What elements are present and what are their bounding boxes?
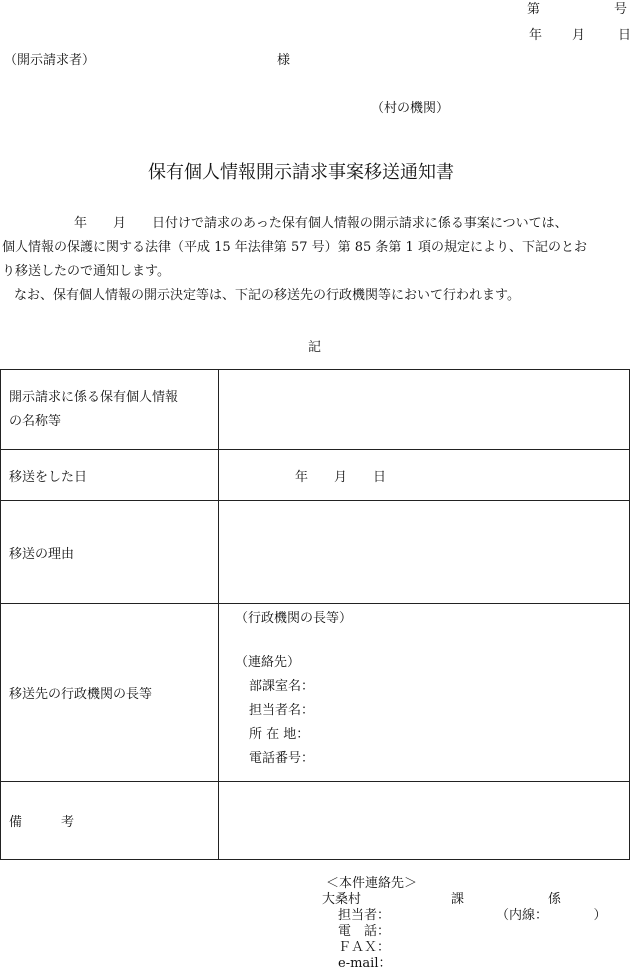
- contact-extension: （内線： ）: [496, 908, 607, 923]
- document-number-label: 第: [527, 2, 541, 17]
- issue-date-month: 月: [572, 28, 586, 43]
- table-row: [1, 370, 630, 450]
- destination-contact: （連絡先）: [235, 655, 301, 670]
- table-row: [1, 450, 630, 501]
- transfer-date-label: 移送をした日: [1, 450, 219, 501]
- contact-person: 担当者：: [338, 908, 391, 923]
- body-line: なお、保有個人情報の開示決定等は、下記の移送先の行政機関等において行われます。: [14, 288, 520, 303]
- transfer-details-table: [0, 369, 630, 860]
- destination-value: [219, 604, 630, 782]
- destination-dept: 部課室名：: [249, 679, 315, 694]
- requester-label: （開示請求者）: [4, 53, 96, 68]
- destination-head: （行政機関の長等）: [235, 611, 353, 626]
- contact-village: 大桑村: [322, 892, 362, 907]
- issue-date-year: 年: [529, 28, 543, 43]
- table-row: [1, 604, 630, 782]
- destination-person: 担当者名：: [249, 703, 315, 718]
- body-line: 個人情報の保護に関する法律（平成 15 年法律第 57 号）第 85 条第 1 項の規定により、下記のとお: [2, 240, 587, 255]
- info-name-value: [219, 370, 630, 450]
- contact-heading: ＜本件連絡先＞: [326, 876, 418, 891]
- transfer-reason-value: [219, 501, 630, 604]
- document-number-suffix: 号: [614, 2, 628, 17]
- table-row: [1, 501, 630, 604]
- remarks-value: [219, 782, 630, 860]
- document-title: 保有個人情報開示請求事案移送通知書: [148, 162, 454, 183]
- issue-date-day: 日: [618, 28, 631, 43]
- contact-fax: ＦＡＸ：: [338, 940, 391, 955]
- contact-email: e-mail：: [338, 956, 392, 971]
- body-text: [2, 212, 628, 308]
- destination-label: 移送先の行政機関の長等: [1, 604, 219, 782]
- transfer-reason-label: 移送の理由: [1, 501, 219, 604]
- contact-section: 課: [451, 892, 465, 907]
- destination-address: 所 在 地：: [249, 727, 310, 742]
- destination-phone: 電話番号：: [249, 751, 315, 766]
- body-line: 年 月 日付けで請求のあった保有個人情報の開示請求に係る事案については、: [74, 216, 568, 231]
- contact-unit: 係: [548, 892, 562, 907]
- body-line: り移送したので通知します。: [2, 264, 170, 279]
- info-name-label: 開示請求に係る保有個人情報 の名称等: [1, 370, 219, 450]
- transfer-date-value: 年 月 日: [219, 450, 630, 501]
- remarks-label: 備 考: [1, 782, 219, 860]
- contact-block: [322, 876, 622, 972]
- contact-phone: 電 話：: [338, 924, 391, 939]
- village-agency: （村の機関）: [371, 101, 450, 116]
- ki-marker: 記: [308, 340, 322, 355]
- table-row: [1, 782, 630, 860]
- honorific: 様: [277, 53, 291, 68]
